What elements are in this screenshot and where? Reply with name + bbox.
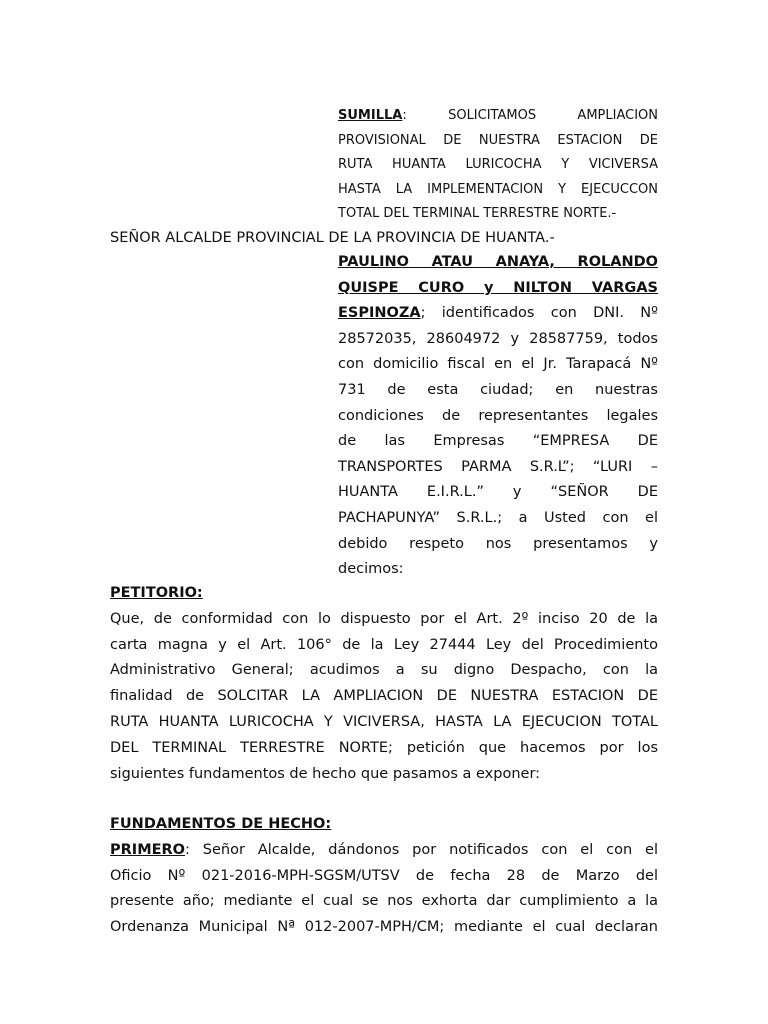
fundamentos-section [110, 812, 658, 941]
petitorio-line: siguientes fundamentos de hecho que pasamos a exponer: [110, 765, 541, 782]
petitioner-text-line: HUANTA E.I.R.L.” y “SEÑOR DE [338, 484, 658, 501]
petitioner-text-line: de las Empresas “EMPRESA DE [338, 433, 658, 450]
sumilla-line: SUMILLA: SOLICITAMOS AMPLIACION [338, 108, 658, 123]
fundamentos-line: Oficio Nº 021-2016-MPH-SGSM/UTSV de fecha 28 de Marzo del [110, 867, 658, 884]
petitioner-names-line: ESPINOZA; identificados con DNI. Nº [338, 305, 658, 322]
primero-label: PRIMERO [110, 841, 186, 858]
petitorio-line: finalidad de SOLCITAR LA AMPLIACION DE NUESTRA ESTACION DE [110, 688, 658, 705]
petitioner-names-line: PAULINO ATAU ANAYA, ROLANDO [338, 254, 658, 270]
petitioner-text-line: debido respeto nos presentamos y [338, 535, 658, 552]
petitorio-heading: PETITORIO: [110, 585, 203, 601]
sumilla-line: RUTA HUANTA LURICOCHA Y VICIVERSA [338, 157, 658, 172]
sumilla-line: HASTA LA IMPLEMENTACION Y EJECUCCON [338, 181, 658, 197]
fundamentos-heading: FUNDAMENTOS DE HECHO: [110, 816, 332, 832]
sumilla-block [338, 104, 658, 227]
petitioner-text-line: PACHAPUNYA” S.R.L.; a Usted con el [338, 509, 658, 526]
petitorio-section [110, 581, 658, 787]
petitorio-line: Administrativo General; acudimos a su digno Despacho, con la [110, 662, 658, 679]
petitorio-line: Que, de conformidad con lo dispuesto por el Art. 2º inciso 20 de la [110, 610, 658, 627]
sumilla-line: TOTAL DEL TERMINAL TERRESTRE NORTE.- [338, 206, 617, 221]
addressee-line: SEÑOR ALCALDE PROVINCIAL DE LA PROVINCIA DE HUANTA.- [110, 230, 555, 246]
petitioner-text-line: 28572035, 28604972 y 28587759, todos [338, 330, 658, 347]
petitorio-line: DEL TERMINAL TERRESTRE NORTE; petición que hacemos por los [110, 739, 658, 756]
sumilla-label: SUMILLA [338, 108, 403, 123]
petitioner-text-line: 731 de esta ciudad; en nuestras [338, 381, 658, 398]
petitioner-text-line: con domicilio fiscal en el Jr. Tarapacá Nº [338, 356, 658, 373]
fundamentos-line: Ordenanza Municipal Nª 012-2007-MPH/CM; mediante el cual declaran [110, 919, 658, 936]
fundamentos-line: presente año; mediante el cual se nos exhorta dar cumplimiento a la [110, 893, 658, 910]
petitorio-line: carta magna y el Art. 106° de la Ley 27444 Ley del Procedimiento [110, 636, 658, 653]
petitioner-text-line: condiciones de representantes legales [338, 407, 658, 424]
petitioner-text-line: TRANSPORTES PARMA S.R.L”; “LURI – [338, 458, 658, 475]
petitioner-text-line: decimos: [338, 561, 404, 578]
petitorio-line: RUTA HUANTA LURICOCHA Y VICIVERSA, HASTA LA EJECUCION TOTAL [110, 713, 658, 730]
petitioners-block [338, 250, 658, 583]
fundamentos-line: PRIMERO: Señor Alcalde, dándonos por notificados con el con el [110, 841, 658, 858]
sumilla-line: PROVISIONAL DE NUESTRA ESTACION DE [338, 132, 658, 148]
petitioner-names-line: QUISPE CURO y NILTON VARGAS [338, 279, 658, 296]
